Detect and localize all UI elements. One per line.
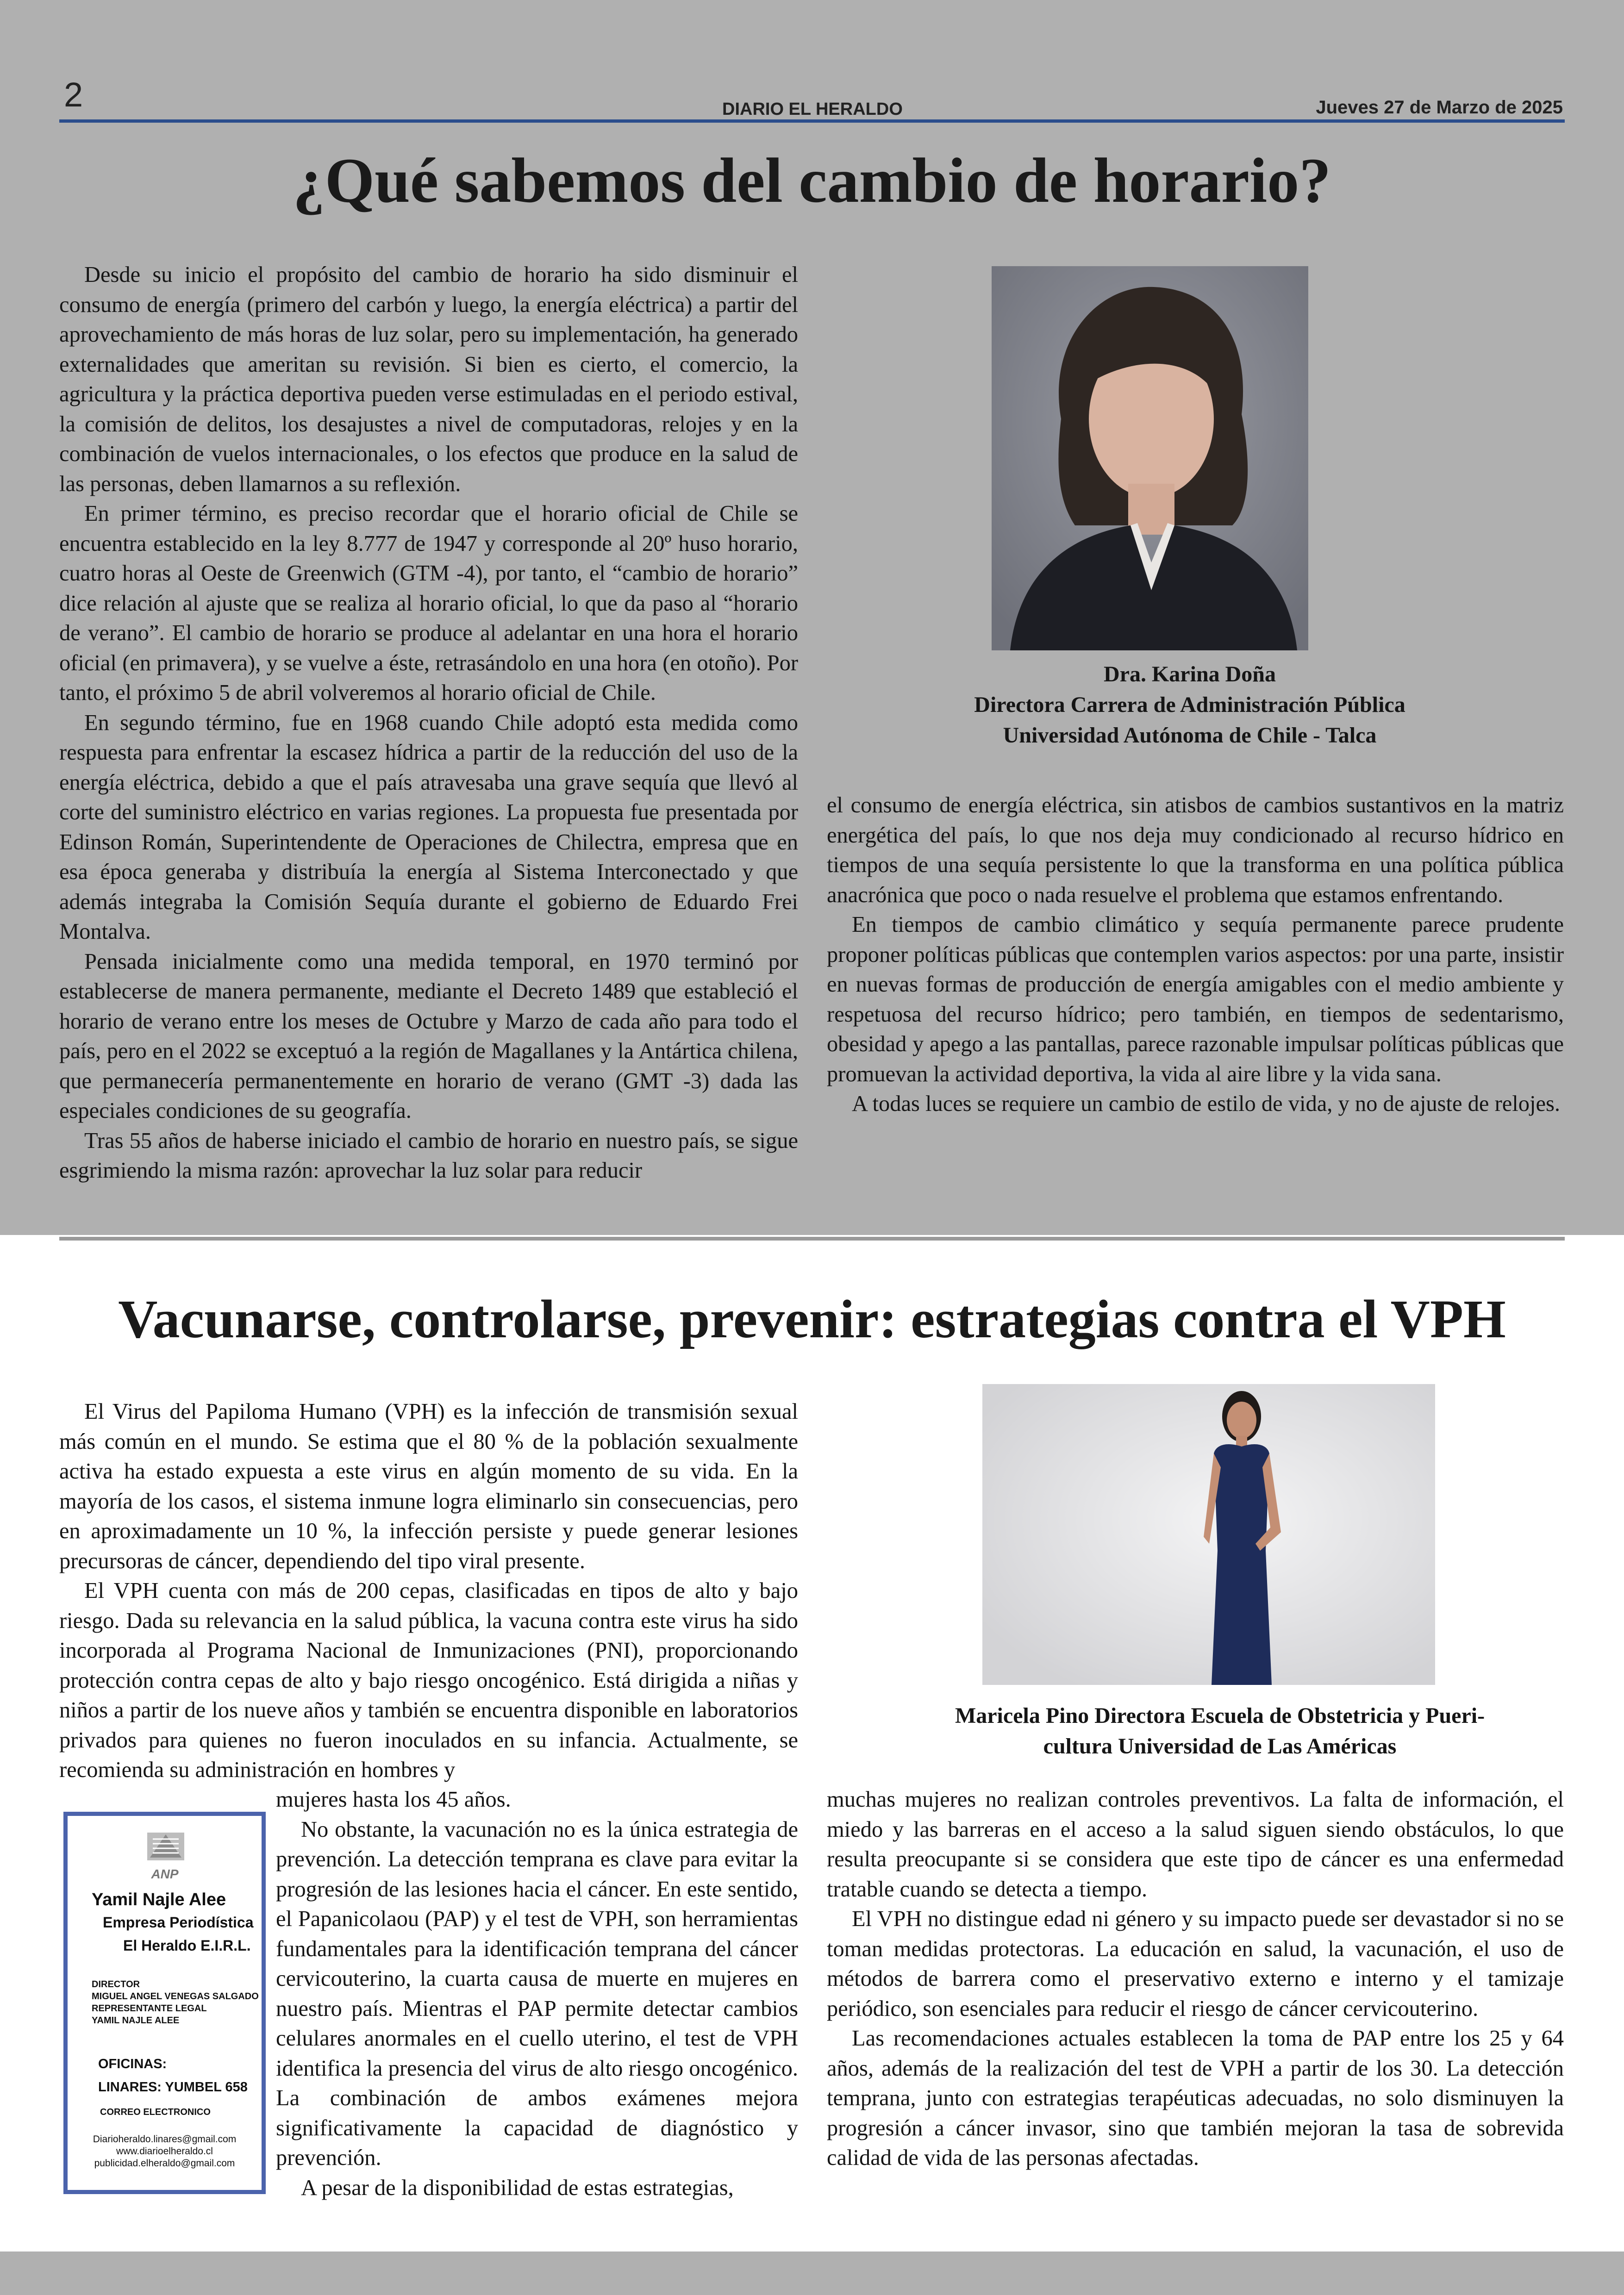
publication-date: Jueves 27 de Marzo de 2025 bbox=[1316, 97, 1563, 118]
director-name: MIGUEL ANGEL VENEGAS SALGADO bbox=[92, 1991, 259, 2002]
anp-logo-text: ANP bbox=[151, 1867, 179, 1881]
offices-address: LINARES: YUMBEL 658 bbox=[98, 2080, 248, 2095]
article1-paragraph: Desde su inicio el propósito del cambio de horario ha sido disminuir el consumo de energía (primero del carbón y luego, la energía eléctrica) a partir del aprovechamiento de más horas de luz solar, pero su implementación, ha generado externalidades que ameritan su revisión. Si bien es cierto, el comercio, la agricultura y la práctica deportiva pueden verse estimuladas en el periodo estival, la comisión de delitos, los desajustes a nivel de computadoras, relojes y en la combinación de vuelos internacionales, o los efectos que produce en la salud de las personas, deben llamarnos a su reflexión. bbox=[59, 262, 798, 496]
article2-author-caption bbox=[880, 1701, 1560, 1762]
article2-paragraph: Las recomendaciones actuales establecen la toma de PAP entre los 25 y 64 años, además de la realización del test de VPH a partir de los 30. La detección temprana, junto con estrategias terapéuticas adecuadas, no solo disminuyen la progresión a cáncer invasor, sino que también mejoran la tasa de sobrevida calidad de vida de las personas afectadas. bbox=[827, 2026, 1564, 2170]
author-title: Directora Carrera de Administración Pública bbox=[974, 692, 1405, 717]
author-photo-maricela-pino bbox=[982, 1384, 1435, 1685]
author-name: Dra. Karina Doña bbox=[1104, 662, 1276, 686]
author-institution: Universidad Autónoma de Chile - Talca bbox=[1003, 723, 1377, 748]
article2-middle-column bbox=[276, 1785, 798, 2203]
masthead-box bbox=[63, 1812, 266, 2194]
article1-left-column bbox=[59, 260, 798, 1186]
page-foot bbox=[0, 2251, 1624, 2295]
article1-author-caption bbox=[880, 659, 1500, 751]
article1-paragraph: A todas luces se requiere un cambio de estilo de vida, y no de ajuste de relojes. bbox=[852, 1091, 1560, 1116]
author-caption-line: Maricela Pino Directora Escuela de Obstetricia y Pueri- bbox=[955, 1703, 1485, 1728]
website-link[interactable]: www.diarioelheraldo.cl bbox=[116, 2146, 213, 2157]
email-label: CORREO ELECTRONICO bbox=[100, 2107, 211, 2117]
newspaper-name: DIARIO EL HERALDO bbox=[722, 100, 903, 119]
masthead-company-name: El Heraldo E.I.R.L. bbox=[123, 1937, 251, 1954]
author-caption-line: cultura Universidad de Las Américas bbox=[1043, 1734, 1397, 1759]
article2-paragraph: El VPH cuenta con más de 200 cepas, clasificadas en tipos de alto y bajo riesgo. Dada su relevancia en la salud pública, la vacuna contra este virus ha sido incorporada al Programa Nacional de Inmunizaciones (PNI), proporcionando protección contra cepas de alto y bajo riesgo oncogénico. Está dirigida a niñas y niños a partir de los nueve años y también se encuentra disponible en laboratorios privados para quienes no fueron inoculados en su infancia. Actualmente, se recomienda su administración en hombres y bbox=[59, 1578, 798, 1782]
article2-paragraph: No obstante, la vacunación no es la única estrategia de prevención. La detección temprana es clave para evitar la progresión de las lesiones hacia el cáncer. En este sentido, el Papanicolaou (PAP) y el test de VPH, son herramientas fundamentales para la identificación temprana del cáncer cervicouterino, la cuarta causa de muerte en mujeres en nuestro país. Mientras el PAP permite detectar cambios celulares anormales en el cuello uterino, el test de VPH identifica la presencia del virus de alto riesgo oncogénico. La combinación de ambos exámenes mejora significativamente la capacidad de diagnóstico y prevención. bbox=[276, 1817, 798, 2170]
contact-email[interactable]: Diarioheraldo.linares@gmail.com bbox=[93, 2134, 237, 2145]
article1-title: ¿Qué sabemos del cambio de horario? bbox=[293, 145, 1331, 216]
article2-paragraph: El VPH no distingue edad ni género y su impacto puede ser devastador si no se toman medidas protectoras. La educación en salud, la vacunación, el uso de métodos de barrera como el preservativo externo e interno y el tamizaje periódico, son esenciales para reducir el riesgo de cáncer cervicouterino. bbox=[827, 1907, 1564, 2021]
article1-paragraph: Pensada inicialmente como una medida temporal, en 1970 terminó por establecerse de manera permanente, mediante el Decreto 1489 que estableció el horario de verano entre los meses de Octubre y Marzo de cada año para todo el país, pero en el 2022 se exceptuó a la región de Magallanes y la Antártica chilena, que permanecería permanentemente en horario de verano (GMT -3) dada las especiales condiciones de su geografía. bbox=[59, 949, 798, 1123]
article1-paragraph: En tiempos de cambio climático y sequía permanente parece prudente proponer políticas públicas que contemplen varios aspectos: por una parte, insistir en nuevas formas de producción de energía amigables con el medio ambiente y respetuosa del recurso hídrico; pero también, en tiempos de sedentarismo, obesidad y apego a las pantallas, parece razonable impulsar políticas públicas que promuevan la actividad deportiva, la vida al aire libre y la vida sana. bbox=[827, 912, 1564, 1086]
article1-paragraph: En segundo término, fue en 1968 cuando Chile adoptó esta medida como respuesta para enfrentar la escasez hídrica a partir de la reducción del uso de la energía eléctrica, debido a que el país atravesaba una grave sequía que llevó al corte del suministro eléctrico en varias regiones. La propuesta fue presentada por Edinson Román, Superintendente de Operaciones de Chilectra, empresa que en esa época generaba y distribuía la energía al Sistema Interconectado y que además integraba la Comisión Sequía durante el gobierno de Eduardo Frei Montalva. bbox=[59, 710, 798, 944]
advertising-email[interactable]: publicidad.elheraldo@gmail.com bbox=[94, 2158, 235, 2169]
article1-paragraph: Tras 55 años de haberse iniciado el cambio de horario en nuestro país, se sigue esgrimiendo la misma razón: aprovechar la luz solar para reducir bbox=[59, 1128, 798, 1183]
masthead-owner: Yamil Najle Alee bbox=[92, 1890, 226, 1909]
section-divider bbox=[59, 1237, 1565, 1241]
director-label: DIRECTOR bbox=[92, 1979, 140, 1989]
article2-right-column bbox=[827, 1785, 1564, 2173]
article2-paragraph: mujeres hasta los 45 años. bbox=[276, 1787, 511, 1812]
legal-rep-label: REPRESENTANTE LEGAL bbox=[92, 2003, 207, 2014]
header-rule bbox=[59, 119, 1565, 123]
article1-right-column bbox=[827, 791, 1564, 1119]
article2-paragraph: muchas mujeres no realizan controles preventivos. La falta de información, el miedo y las barreras en el acceso a la salud siguen siendo obstáculos, lo que resulta preocupante si se considera que este tipo de cáncer es una enfermedad tratable cuando se detecta a tiempo. bbox=[827, 1787, 1564, 1902]
article1-paragraph: En primer término, es preciso recordar que el horario oficial de Chile se encuentra establecido en la ley 8.777 de 1947 y corresponde al 20º huso horario, cuatro horas al Oeste de Greenwich (GTM -4), por tanto, el “cambio de horario” dice relación al ajuste que se realiza al horario oficial, lo que da paso al “horario de verano”. El cambio de horario se produce al adelantar en una hora el horario oficial (en primavera), y se vuelve a éste, retrasándolo en una hora (en otoño). Por tanto, el próximo 5 de abril volveremos al horario oficial de Chile. bbox=[59, 501, 798, 705]
masthead-company: Empresa Periodística bbox=[103, 1914, 254, 1931]
article2-paragraph: A pesar de la disponibilidad de estas estrategias, bbox=[301, 2175, 734, 2200]
page-number: 2 bbox=[64, 75, 83, 114]
legal-rep-name: YAMIL NAJLE ALEE bbox=[92, 2015, 180, 2026]
article2-left-column bbox=[59, 1397, 798, 1785]
offices-label: OFICINAS: bbox=[98, 2057, 167, 2071]
article1-paragraph: el consumo de energía eléctrica, sin atisbos de cambios sustantivos en la matriz energética del país, lo que nos deja muy condicionado al recurso hídrico en tiempos de una sequía persistente lo que la transforma en una política pública anacrónica que poco o nada resuelve el problema que estamos enfrentando. bbox=[827, 793, 1564, 907]
anp-logo-icon bbox=[144, 1830, 188, 1865]
author-photo-karina-dona bbox=[992, 266, 1308, 650]
article2-title: Vacunarse, controlarse, prevenir: estrategias contra el VPH bbox=[118, 1289, 1506, 1349]
article2-paragraph: El Virus del Papiloma Humano (VPH) es la infección de transmisión sexual más común en el mundo. Se estima que el 80 % de la población sexualmente activa ha estado expuesta a este virus en algún momento de su vida. En la mayoría de los casos, el sistema inmune logra eliminarlo sin consecuencias, pero en aproximadamente un 10 %, la infección persiste y puede generar lesiones precursoras de cáncer, dependiendo del tipo viral presente. bbox=[59, 1399, 798, 1573]
